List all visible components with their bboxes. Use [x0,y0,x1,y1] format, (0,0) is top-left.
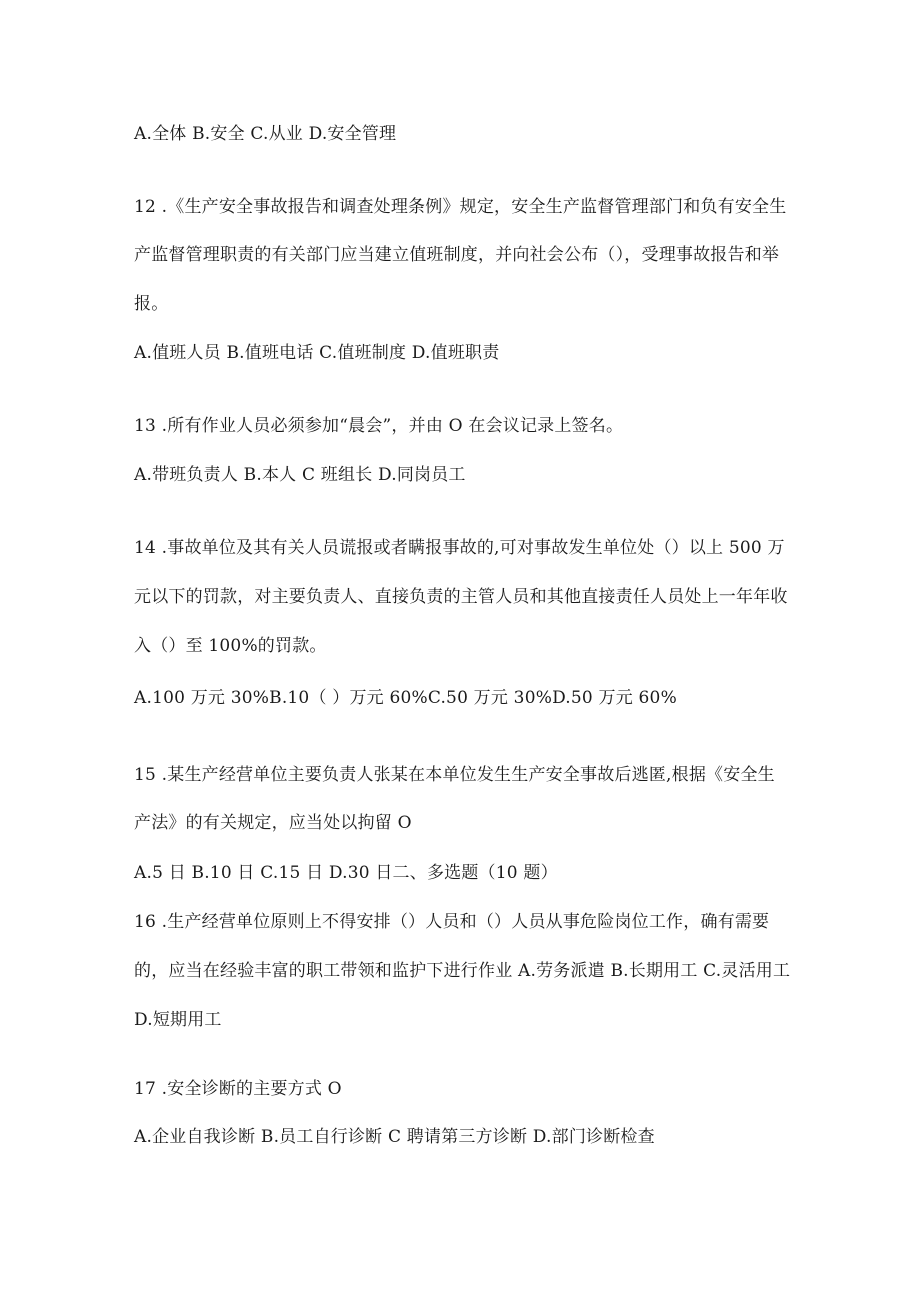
q14-text-line2: 元以下的罚款，对主要负责人、直接负责的主管人员和其他直接责任人员处上一年年收 [134,587,788,607]
q12-text-line2: 产监督管理职责的有关部门应当建立值班制度，并向社会公布（），受理事故报告和举 [134,245,780,265]
q16-text-line2: 的，应当在经验丰富的职工带领和监护下进行作业 A.劳务派遣 B.长期用工 C.灵活用工 [134,961,791,981]
q12-text-line1: 12 .《生产安全事故报告和调查处理条例》规定，安全生产监督管理部门和负有安全生 [134,197,787,217]
q13-text: 13 .所有作业人员必须参加“晨会”，并由 O 在会议记录上签名。 [134,416,624,436]
q12-text-line3: 报。 [134,294,169,314]
q16-text-line3: D.短期用工 [134,1010,222,1030]
q15-options-and-section-title: A.5 日 B.10 日 C.15 日 D.30 日二、多选题（10 题） [134,863,558,883]
q15-text-line2: 产法》的有关规定，应当处以拘留 O [134,813,412,833]
q17-text: 17 .安全诊断的主要方式 O [134,1079,342,1099]
q12-options: A.值班人员 B.值班电话 C.值班制度 D.值班职责 [134,343,500,363]
q11-options: A.全体 B.安全 C.从业 D.安全管理 [134,124,397,144]
q14-text-line3: 入（）至 100%的罚款。 [134,636,327,656]
q17-options: A.企业自我诊断 B.员工自行诊断 C 聘请第三方诊断 D.部门诊断检查 [134,1127,655,1147]
q13-options: A.带班负责人 B.本人 C 班组长 D.同岗员工 [134,465,466,485]
q14-options: A.100 万元 30%B.10（ ）万元 60%C.50 万元 30%D.50 万元 60% [134,688,677,708]
q16-text-line1: 16 .生产经营单位原则上不得安排（）人员和（）人员从事危险岗位工作，确有需要 [134,912,770,932]
q15-text-line1: 15 .某生产经营单位主要负责人张某在本单位发生生产安全事故后逃匿,根据《安全生 [134,765,775,785]
q14-text-line1: 14 .事故单位及其有关人员谎报或者瞒报事故的,可对事故发生单位处（）以上 500 万 [134,538,785,558]
